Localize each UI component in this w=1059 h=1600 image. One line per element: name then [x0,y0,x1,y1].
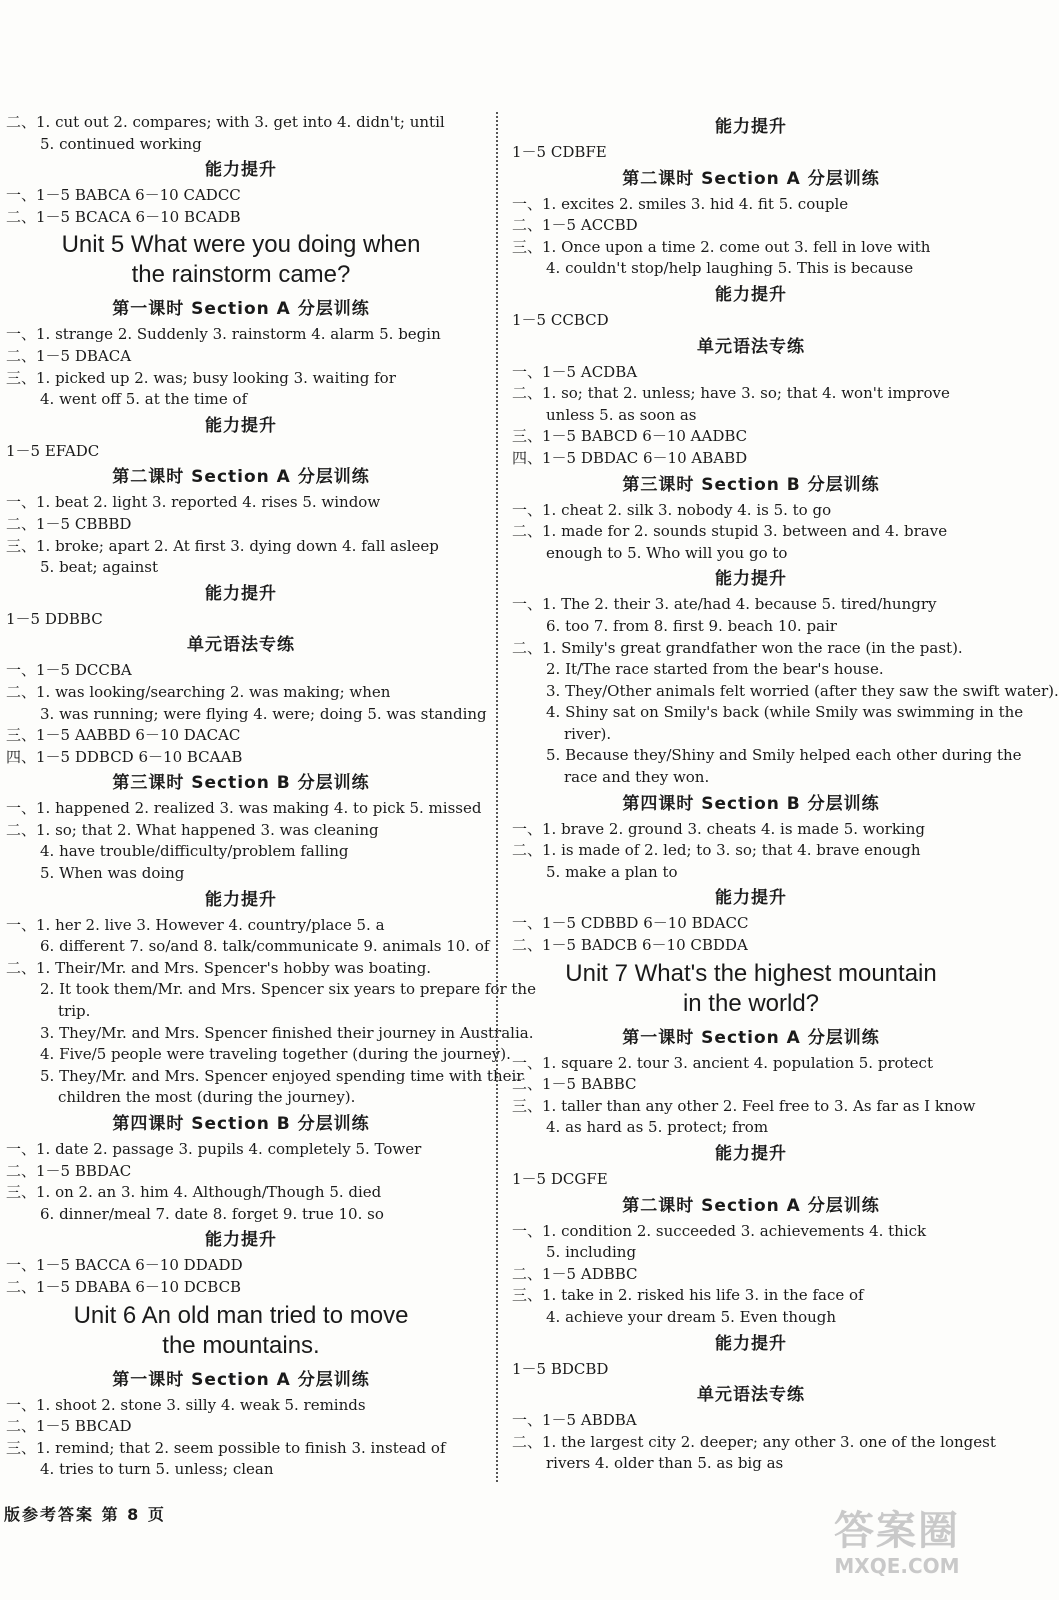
answer-line: 二、1－5 BADCB 6－10 CBDDA [512,936,748,955]
answer-line: 三、1－5 AABBD 6－10 DACAC [6,726,241,745]
ability-heading: 能力提升 [205,1230,277,1251]
answer-line: 二、1－5 CBBBD [6,514,132,533]
watermark-logo [822,1508,972,1588]
answer-line: 二、1. was looking/searching 2. was making; when [6,682,391,701]
answer-line: 4. went off 5. at the time of [40,390,248,409]
grammar-heading: 单元语法专练 [697,1385,805,1406]
unit-title-line: the rainstorm came? [131,261,351,289]
answer-line: 三、1. remind; that 2. seem possible to finish 3. instead of [6,1438,446,1457]
answer-line: 四、1－5 DBDAC 6－10 ABABD [512,448,748,467]
answer-line: 一、1. condition 2. succeeded 3. achievements 4. thick [512,1221,927,1240]
lesson-heading: 第四课时 Section B 分层训练 [112,1114,370,1134]
answer-line: 二、1. Their/Mr. and Mrs. Spencer's hobby was boating. [6,958,432,977]
lesson-heading: 第三课时 Section B 分层训练 [112,773,370,794]
lesson-heading: 第一课时 Section A 分层训练 [112,299,370,320]
left-column [6,112,536,1481]
answer-line: 二、1. Smily's great grandfather won the race (in the past). [512,638,963,657]
unit-title-line: Unit 7 What's the highest mountain [565,959,937,987]
unit-title-line: the mountains. [162,1331,320,1359]
answer-line: children the most (during the journey). [58,1088,356,1107]
grammar-heading: 单元语法专练 [697,336,805,357]
answer-line: trip. [58,1002,91,1021]
lesson-heading: 第四课时 Section B 分层训练 [622,793,880,814]
answer-line: 一、1. square 2. tour 3. ancient 4. population 5. protect [512,1053,933,1072]
answer-line: 一、1. beat 2. light 3. reported 4. rises 5. window [6,493,381,512]
answer-line: 1－5 BDCBD [512,1359,609,1378]
answer-line: 一、1－5 BACCA 6－10 DDADD [6,1256,243,1275]
unit-title-line: in the world? [682,989,820,1017]
grammar-heading: 单元语法专练 [187,635,295,656]
answer-line: 二、1－5 ACCBD [512,216,638,235]
answer-line: 一、1－5 BABCA 6－10 CADCC [6,186,241,205]
answer-line: 4. as hard as 5. protect; from [546,1118,769,1137]
answer-line: 二、1. the largest city 2. deeper; any other 3. one of the longest [512,1432,996,1451]
answer-line: 6. dinner/meal 7. date 8. forget 9. true 10. so [40,1204,384,1223]
ability-heading: 能力提升 [205,583,277,604]
unit-title [512,959,990,1019]
answer-line: 4. Five/5 people were traveling together (during the journey). [40,1045,511,1064]
answer-line: 3. They/Mr. and Mrs. Spencer finished their journey in Australia. [40,1023,534,1042]
answer-line: 三、1. taller than any other 2. Feel free to 3. As far as I know [512,1096,976,1115]
ability-heading: 能力提升 [715,284,787,305]
answer-line: 一、1. shoot 2. stone 3. silly 4. weak 5. reminds [6,1395,366,1414]
page-footer: 版参考答案 第 8 页 [4,1505,166,1524]
ability-heading: 能力提升 [205,160,277,181]
ability-heading: 能力提升 [715,1333,787,1354]
answer-line: 5. make a plan to [546,862,678,881]
answer-line: 一、1. happened 2. realized 3. was making 4. to pick 5. missed [6,799,482,818]
unit-title [6,230,476,290]
answer-line: 一、1. brave 2. ground 3. cheats 4. is made 5. working [512,819,925,838]
answer-line: unless 5. as soon as [546,405,697,424]
lesson-heading: 第二课时 Section A 分层训练 [112,467,370,488]
answer-line: 二、1. is made of 2. led; to 3. so; that 4. brave enough [512,841,921,860]
unit-title-line: Unit 6 An old man tried to move [73,1301,409,1329]
answer-line: 6. different 7. so/and 8. talk/communicate 9. animals 10. of [40,937,490,956]
answer-line: 三、1. broke; apart 2. At first 3. dying down 4. fall asleep [6,536,439,555]
answer-line: 一、1. date 2. passage 3. pupils 4. completely 5. Tower [6,1140,422,1158]
answer-line: 二、1－5 BCACA 6－10 BCADB [6,207,241,226]
answer-line: 4. tries to turn 5. unless; clean [40,1460,274,1479]
answer-line: 二、1. so; that 2. What happened 3. was cleaning [6,820,379,839]
answer-line: 6. too 7. from 8. first 9. beach 10. pair [546,616,837,635]
answer-line: 一、1－5 DCCBA [6,661,132,680]
answer-line: 1－5 EFADC [6,441,100,460]
answer-line: 二、1. cut out 2. compares; with 3. get into 4. didn't; until [6,113,445,131]
column-divider [496,112,498,1482]
answer-line: river). [564,724,612,743]
ability-heading: 能力提升 [205,415,277,436]
answer-line: 二、1－5 DBACA [6,346,132,365]
answer-line: 一、1. her 2. live 3. However 4. country/place 5. a [6,915,385,934]
answer-line: 4. Shiny sat on Smily's back (while Smily was swimming in the [546,703,1024,722]
answer-line: 1－5 DCGFE [512,1170,608,1188]
watermark-text: 答案圈 [834,1508,960,1554]
answer-line: 二、1－5 BBDAC [6,1161,132,1180]
answer-line: race and they won. [564,768,710,787]
answer-line: 四、1－5 DDBCD 6－10 BCAAB [6,747,243,766]
answer-line: 三、1. picked up 2. was; busy looking 3. waiting for [6,368,396,387]
answer-line: 二、1. so; that 2. unless; have 3. so; that 4. won't improve [512,384,950,403]
answer-line: 5. continued working [40,134,202,153]
lesson-heading: 第二课时 Section A 分层训练 [622,168,880,189]
answer-line: 1－5 DDBBC [6,609,103,628]
unit-title-line: Unit 5 What were you doing when [61,231,421,259]
answer-line: 三、1. take in 2. risked his life 3. in the face of [512,1286,864,1305]
answer-line: 三、1. on 2. an 3. him 4. Although/Though 5. died [6,1183,382,1202]
right-column [512,112,1059,1475]
answer-line: 一、1－5 ACDBA [512,362,638,381]
answer-line: 一、1. strange 2. Suddenly 3. rainstorm 4. alarm 5. begin [6,325,441,344]
answer-line: 3. was running; were flying 4. were; doing 5. was standing [40,704,487,723]
answer-line: 一、1. excites 2. smiles 3. hid 4. fit 5. couple [512,194,849,213]
unit-title [6,1301,476,1361]
lesson-heading: 第二课时 Section A 分层训练 [622,1195,880,1216]
ability-heading: 能力提升 [715,888,787,909]
answer-line: 二、1－5 BBCAD [6,1417,132,1436]
answer-line: 3. They/Other animals felt worried (after they saw the swift water). [546,681,1059,700]
lesson-heading: 第一课时 Section A 分层训练 [112,1369,370,1390]
answer-line: 一、1. The 2. their 3. ate/had 4. because 5. tired/hungry [512,595,937,614]
ability-heading: 能力提升 [205,889,277,910]
answer-line: 二、1－5 BABBC [512,1075,637,1094]
answer-line: 4. couldn't stop/help laughing 5. This is because [546,259,914,278]
answer-line: 一、1－5 ABDBA [512,1411,637,1430]
answer-line: 5. Because they/Shiny and Smily helped each other during the [546,746,1022,765]
watermark-url: MXQE.COM [834,1554,960,1578]
lesson-heading: 第一课时 Section A 分层训练 [622,1027,880,1048]
answer-line: rivers 4. older than 5. as big as [546,1454,784,1473]
answer-line: 2. It took them/Mr. and Mrs. Spencer six years to prepare for the [40,980,536,999]
answer-line: 5. including [546,1243,637,1262]
lesson-heading: 第三课时 Section B 分层训练 [622,474,880,495]
answer-line: 2. It/The race started from the bear's house. [546,660,884,679]
answer-line: 三、1. Once upon a time 2. come out 3. fell in love with [512,237,931,256]
answer-line: 一、1－5 CDBBD 6－10 BDACC [512,914,749,933]
answer-line: 二、1－5 DBABA 6－10 DCBCB [6,1277,242,1296]
answer-line: 1－5 CDBFE [512,143,607,161]
answer-line: 1－5 CCBCD [512,310,609,329]
answer-line: 三、1－5 BABCD 6－10 AADBC [512,427,748,446]
answer-line: 一、1. cheat 2. silk 3. nobody 4. is 5. to go [512,500,832,519]
ability-heading: 能力提升 [715,1144,787,1164]
ability-heading: 能力提升 [715,117,787,137]
answer-line: 二、1－5 ADBBC [512,1264,638,1283]
answer-line: 4. have trouble/difficulty/problem falling [40,842,349,861]
answer-line: 5. When was doing [40,864,185,883]
answer-line: 5. They/Mr. and Mrs. Spencer enjoyed spending time with their [40,1066,524,1085]
answer-line: 5. beat; against [40,558,159,577]
answer-line: 二、1. made for 2. sounds stupid 3. between and 4. brave [512,522,948,541]
ability-heading: 能力提升 [715,569,787,590]
answer-line: enough to 5. Who will you go to [546,543,788,562]
answer-line: 4. achieve your dream 5. Even though [546,1307,837,1326]
